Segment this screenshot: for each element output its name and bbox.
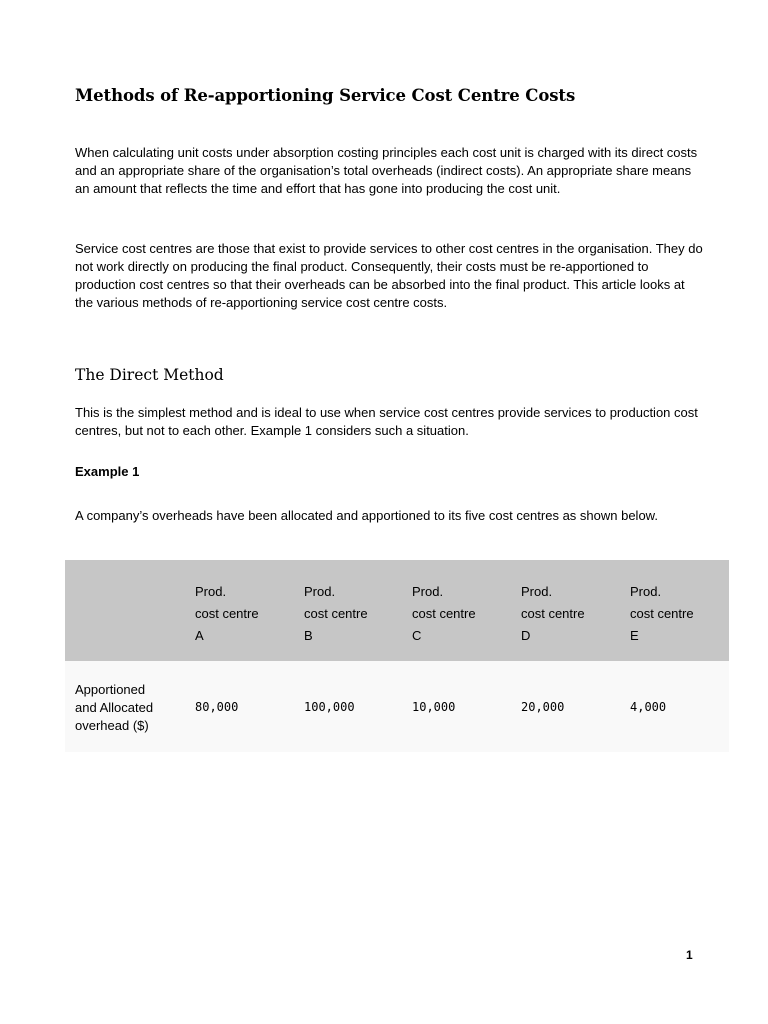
table-cell: 10,000 (412, 700, 456, 714)
overhead-table (65, 560, 729, 752)
table-header-cell: Prod. cost centre E (630, 584, 694, 643)
example-intro-paragraph: A company’s overheads have been allocated and apportioned to its five cost centres as shown below. (75, 508, 658, 523)
table-row (65, 661, 729, 752)
row-label: Apportioned and Allocated overhead ($) (75, 682, 154, 733)
table-cell: 4,000 (630, 700, 667, 714)
service-centres-paragraph: Service cost centres are those that exist to provide services to other cost centres in the organisation. They do not work directly on producing the final product. Consequently, their costs must be re-apportioned to production cost centres so that their overheads can be absorbed into the final product. This article looks at the various methods of re-apportioning service cost centre costs. (75, 241, 703, 310)
table-header-row (65, 560, 729, 661)
intro-paragraph: When calculating unit costs under absorption costing principles each cost unit is charged with its direct costs and an appropriate share of the organisation’s total overheads (indirect costs). An appropriate share means an amount that reflects the time and effort that has gone into producing the cost unit. (75, 145, 698, 196)
table-header-cell: Prod. cost centre B (304, 584, 368, 643)
table-header-cell: Prod. cost centre A (195, 584, 259, 643)
example-label: Example 1 (75, 464, 140, 479)
direct-method-paragraph: This is the simplest method and is ideal to use when service cost centres provide services to production cost centres, but not to each other. Example 1 considers such a situation. (75, 405, 698, 438)
table-cell: 20,000 (521, 700, 565, 714)
page-number: 1 (686, 948, 693, 962)
table-header-cell: Prod. cost centre D (521, 584, 585, 643)
section-heading: The Direct Method (75, 366, 224, 384)
table-header-cell: Prod. cost centre C (412, 584, 476, 643)
document-title: Methods of Re-apportioning Service Cost Centre Costs (75, 86, 576, 105)
table-cell: 100,000 (304, 700, 355, 714)
table-cell: 80,000 (195, 700, 239, 714)
